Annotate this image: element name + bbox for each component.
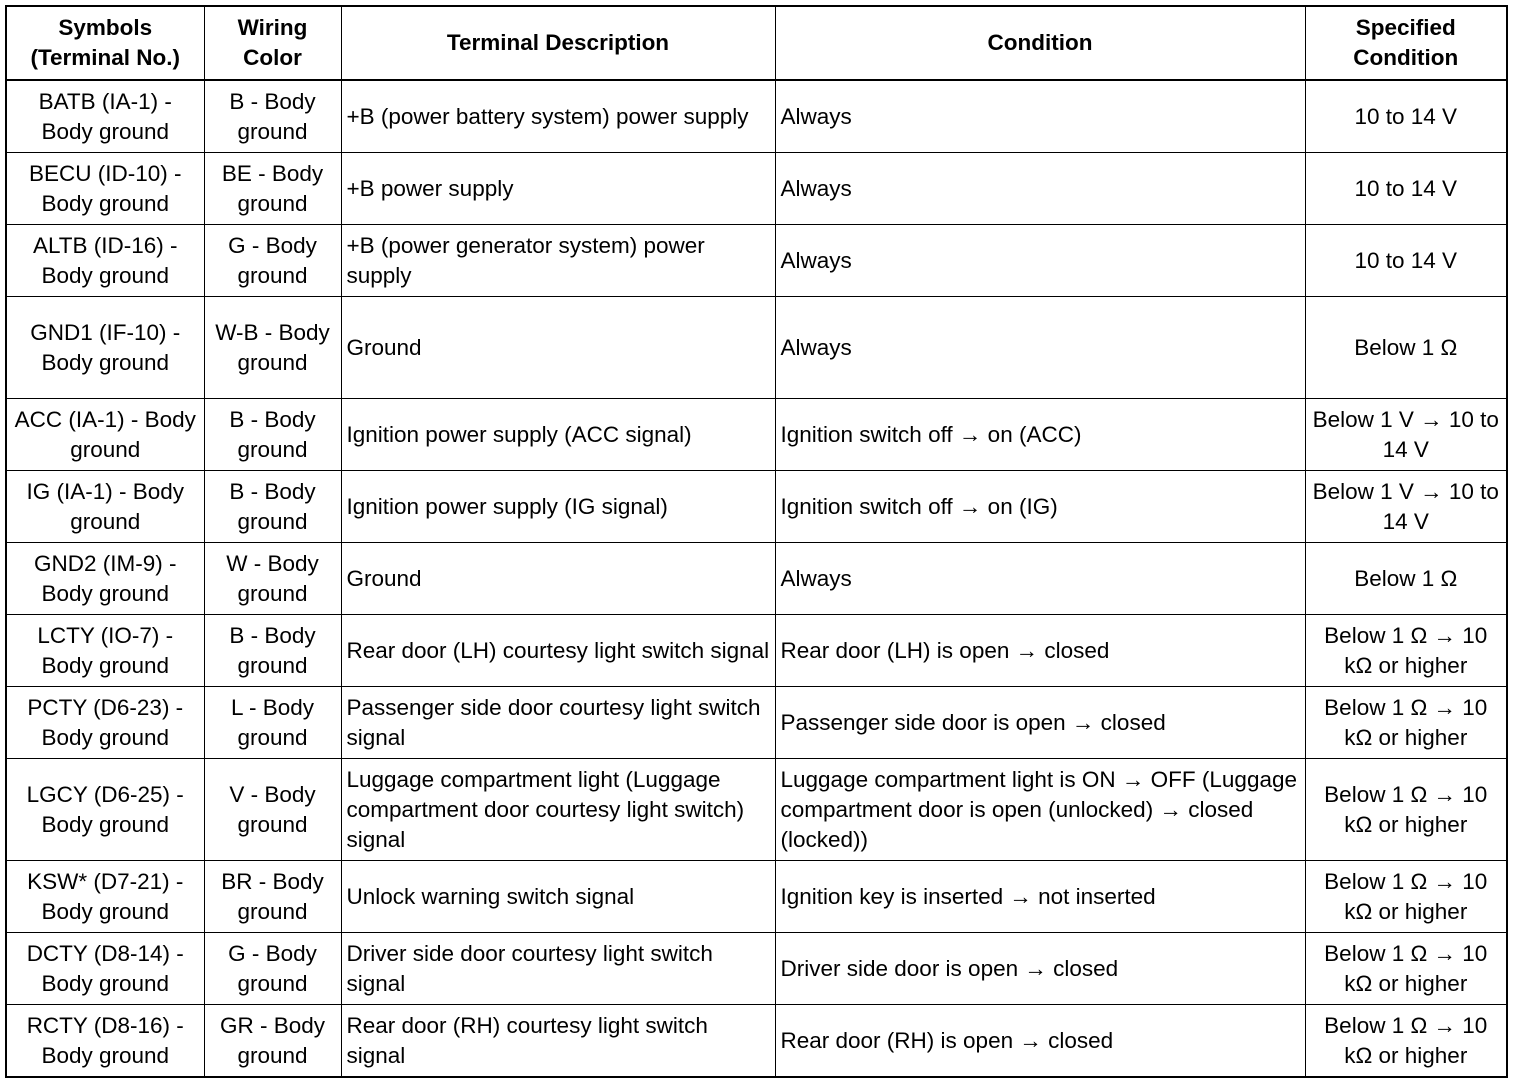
description-cell: Ground [341, 297, 775, 399]
condition-cell: Rear door (RH) is open → closed [775, 1005, 1305, 1078]
description-cell: Ground [341, 543, 775, 615]
description-cell: Ignition power supply (ACC signal) [341, 399, 775, 471]
description-cell: +B (power generator system) power supply [341, 225, 775, 297]
header-terminal-description: Terminal Description [341, 6, 775, 80]
symbol-cell: PCTY (D6-23) - Body ground [6, 687, 204, 759]
condition-cell: Always [775, 543, 1305, 615]
symbol-cell: IG (IA-1) - Body ground [6, 471, 204, 543]
specified-condition-cell: Below 1 Ω → 10 kΩ or higher [1305, 759, 1507, 861]
terminal-specification-table [5, 5, 1508, 1078]
symbol-cell: DCTY (D8-14) - Body ground [6, 933, 204, 1005]
wiring-color-cell: B - Body ground [204, 615, 341, 687]
table-row [6, 861, 1507, 933]
symbol-cell: KSW* (D7-21) - Body ground [6, 861, 204, 933]
condition-cell: Always [775, 80, 1305, 153]
specified-condition-cell: 10 to 14 V [1305, 153, 1507, 225]
condition-cell: Luggage compartment light is ON → OFF (Luggage compartment door is open (unlocked) → closed (locked)) [775, 759, 1305, 861]
description-cell: Ignition power supply (IG signal) [341, 471, 775, 543]
specified-condition-cell: Below 1 Ω → 10 kΩ or higher [1305, 615, 1507, 687]
condition-cell: Always [775, 153, 1305, 225]
wiring-color-cell: BR - Body ground [204, 861, 341, 933]
symbol-cell: ALTB (ID-16) - Body ground [6, 225, 204, 297]
condition-cell: Passenger side door is open → closed [775, 687, 1305, 759]
description-cell: Passenger side door courtesy light switch signal [341, 687, 775, 759]
description-cell: Luggage compartment light (Luggage compartment door courtesy light switch) signal [341, 759, 775, 861]
description-cell: Driver side door courtesy light switch signal [341, 933, 775, 1005]
wiring-color-cell: G - Body ground [204, 933, 341, 1005]
wiring-color-cell: B - Body ground [204, 80, 341, 153]
specified-condition-cell: Below 1 Ω → 10 kΩ or higher [1305, 1005, 1507, 1078]
wiring-color-cell: L - Body ground [204, 687, 341, 759]
wiring-color-cell: B - Body ground [204, 399, 341, 471]
condition-cell: Driver side door is open → closed [775, 933, 1305, 1005]
specified-condition-cell: Below 1 Ω → 10 kΩ or higher [1305, 687, 1507, 759]
description-cell: Unlock warning switch signal [341, 861, 775, 933]
symbol-cell: RCTY (D8-16) - Body ground [6, 1005, 204, 1078]
specified-condition-cell: Below 1 Ω [1305, 297, 1507, 399]
header-symbols: Symbols (Terminal No.) [6, 6, 204, 80]
table-row [6, 399, 1507, 471]
description-cell: Rear door (RH) courtesy light switch signal [341, 1005, 775, 1078]
condition-cell: Ignition key is inserted → not inserted [775, 861, 1305, 933]
specified-condition-cell: Below 1 Ω → 10 kΩ or higher [1305, 933, 1507, 1005]
header-specified-condition: Specified Condition [1305, 6, 1507, 80]
condition-cell: Ignition switch off → on (ACC) [775, 399, 1305, 471]
condition-cell: Ignition switch off → on (IG) [775, 471, 1305, 543]
description-cell: +B (power battery system) power supply [341, 80, 775, 153]
table-row [6, 759, 1507, 861]
description-cell: Rear door (LH) courtesy light switch signal [341, 615, 775, 687]
table-row [6, 933, 1507, 1005]
specified-condition-cell: Below 1 V → 10 to 14 V [1305, 399, 1507, 471]
header-condition: Condition [775, 6, 1305, 80]
specified-condition-cell: Below 1 V → 10 to 14 V [1305, 471, 1507, 543]
wiring-color-cell: G - Body ground [204, 225, 341, 297]
table-row [6, 153, 1507, 225]
wiring-color-cell: B - Body ground [204, 471, 341, 543]
symbol-cell: GND1 (IF-10) - Body ground [6, 297, 204, 399]
symbol-cell: LCTY (IO-7) - Body ground [6, 615, 204, 687]
specified-condition-cell: 10 to 14 V [1305, 225, 1507, 297]
condition-cell: Always [775, 225, 1305, 297]
condition-cell: Rear door (LH) is open → closed [775, 615, 1305, 687]
symbol-cell: BATB (IA-1) - Body ground [6, 80, 204, 153]
table-row [6, 615, 1507, 687]
wiring-color-cell: GR - Body ground [204, 1005, 341, 1078]
wiring-color-cell: W - Body ground [204, 543, 341, 615]
specified-condition-cell: Below 1 Ω → 10 kΩ or higher [1305, 861, 1507, 933]
condition-cell: Always [775, 297, 1305, 399]
symbol-cell: BECU (ID-10) - Body ground [6, 153, 204, 225]
symbol-cell: LGCY (D6-25) - Body ground [6, 759, 204, 861]
table-row [6, 687, 1507, 759]
table-row [6, 297, 1507, 399]
table-row [6, 225, 1507, 297]
table-row [6, 80, 1507, 153]
table-row [6, 543, 1507, 615]
description-cell: +B power supply [341, 153, 775, 225]
symbol-cell: GND2 (IM-9) - Body ground [6, 543, 204, 615]
header-row [6, 6, 1507, 80]
specified-condition-cell: Below 1 Ω [1305, 543, 1507, 615]
wiring-color-cell: V - Body ground [204, 759, 341, 861]
header-wiring-color: Wiring Color [204, 6, 341, 80]
symbol-cell: ACC (IA-1) - Body ground [6, 399, 204, 471]
table-row [6, 1005, 1507, 1078]
wiring-color-cell: BE - Body ground [204, 153, 341, 225]
specified-condition-cell: 10 to 14 V [1305, 80, 1507, 153]
wiring-color-cell: W-B - Body ground [204, 297, 341, 399]
table-row [6, 471, 1507, 543]
